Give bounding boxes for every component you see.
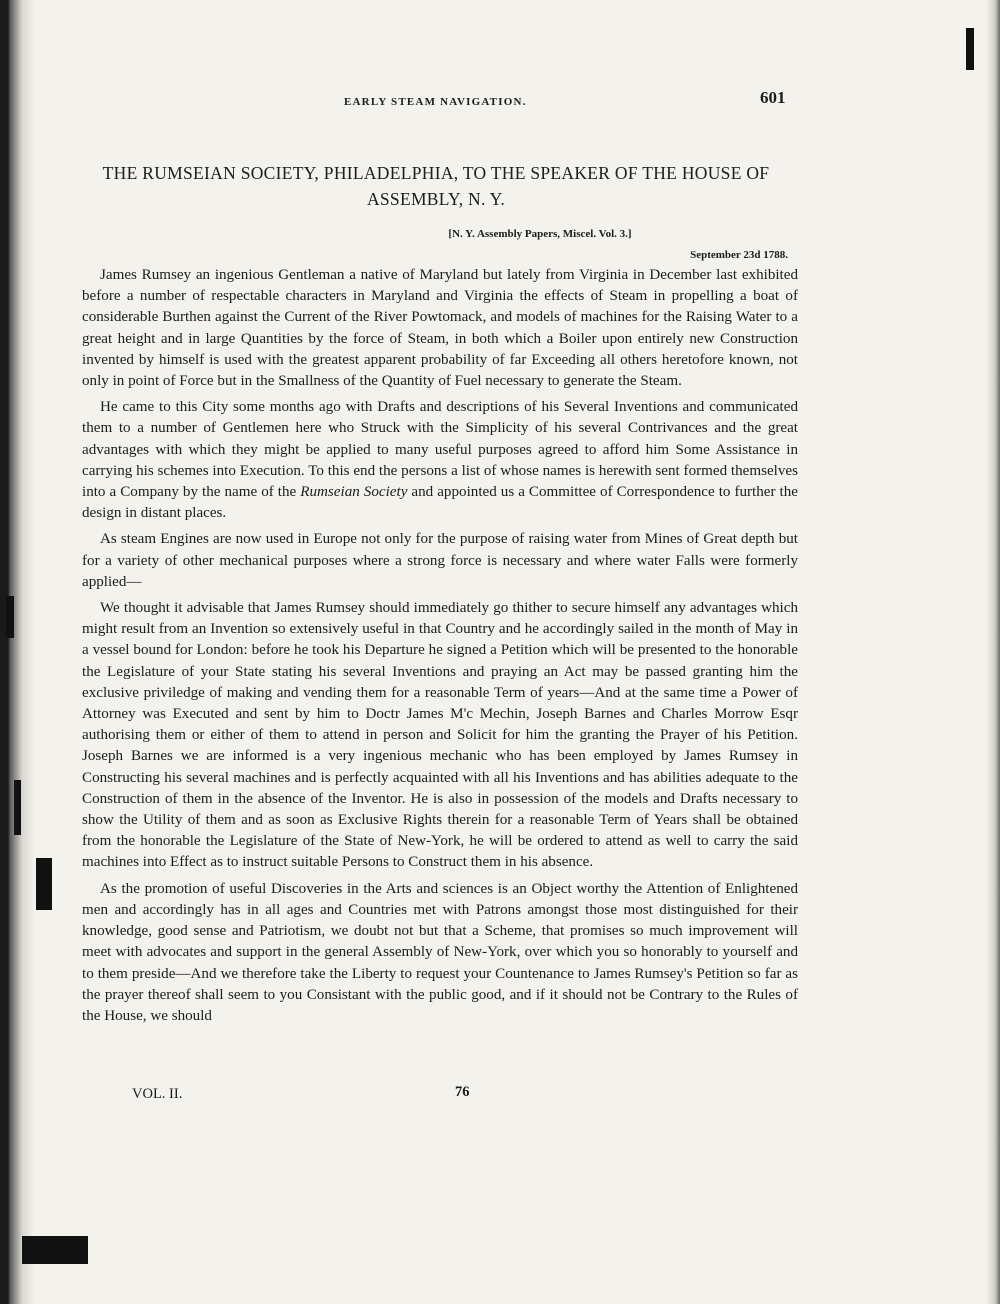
document-title: THE RUMSEIAN SOCIETY, PHILADELPHIA, TO THE SPEAKER OF THE HOUSE OF ASSEMBLY, N. Y.	[102, 163, 770, 209]
paragraph-1: James Rumsey an ingenious Gentleman a native of Maryland but lately from Virginia in December last exhibited before a number of respectable characters in Maryland and Virginia the effects of Steam in propelling a boat of considerable Burthen against the Current of the River Powtomack, and models of machines for the Raising Water to a great height and in large Quantities by the force of Steam, in both which a Boiler upon entirely new Construction invented by himself is used with the greatest apparent probability of far Exceeding all others heretofore known, not only in point of Force but in the Smallness of the Quantity of Fuel necessary to generate the Steam.	[82, 267, 798, 390]
scan-artifact	[14, 780, 21, 835]
letter-body	[82, 265, 798, 1032]
paragraph-3: As steam Engines are now used in Europe not only for the purpose of raising water from Mines of Great depth but for a variety of other mechanical purposes where a strong force is necessary and where water Falls were formerly applied—	[82, 531, 798, 590]
paragraph-2-text-a: He came to this City some months ago with Drafts and descriptions of his Several Inventions and communicated them to a number of Gentlemen here who Struck with the Simplicity of his several Contrivances and the great advantages with which they might be applied to many useful purposes agreed to afford him Some Assistance in carrying his schemes into Execution. To this end the persons a list of whose names is herewith sent formed themselves into a Company by the name of the	[82, 399, 798, 501]
page-number: 601	[760, 88, 786, 107]
letter-date: September 23d 1788.	[690, 249, 788, 261]
scan-artifact	[36, 858, 52, 910]
footer-signature-mark: 76	[455, 1084, 470, 1100]
scan-edge-left	[0, 0, 34, 1304]
scan-artifact	[966, 28, 974, 70]
scan-edge-right	[986, 0, 1000, 1304]
society-name: Rumseian Society	[300, 484, 408, 501]
paragraph-2-text-b: and appointed us a Committee of Correspondence to further the design in distant places.	[82, 484, 798, 522]
paragraph-2	[82, 397, 798, 524]
paragraph-4: We thought it advisable that James Rumsey should immediately go thither to secure himself any advantages which might result from an Invention so extensively useful in that Country and he accordingly sailed in the month of May in a vessel bound for London: before he took his Departure he signed a Petition which will be presented to the honorable the Legislature of your State stating his several Inventions and praying an Act may be passed granting him the exclusive priviledge of making and vending them for a reasonable Term of years—And at the same time a Power of Attorney was Executed and sent by him to Doctr James M'c Mechin, Joseph Barnes and Charles Morrow Esqr authorising them or either of them to attend in person and Solicit for him the granting the Prayer of his Petition. Joseph Barnes we are informed is a very ingenious mechanic who has been employed by James Rumsey in Constructing his several machines and is perfectly acquainted with all his Inventions and has abilities adequate to the Construction of them in the absence of the Inventor. He is also in possession of the models and Drafts necessary to show the Utility of them and as soon as Exclusive Rights therein for a reasonable Term of Years shall be obtained from the honorable the Legislature of the State of New-York, he will be ordered to attend as well to carry the said machines into Effect as to instruct suitable Persons to Construct them in his absence.	[82, 600, 798, 871]
scan-artifact	[22, 1236, 88, 1264]
footer-volume: VOL. II.	[132, 1086, 183, 1102]
paragraph-5: As the promotion of useful Discoveries in the Arts and sciences is an Object worthy the Attention of Enlightened men and accordingly has in all ages and Countries met with Patrons amongst those most distinguished for their knowledge, good sense and Patriotism, we doubt not but that a Scheme, that promises so much improvement will meet with advocates and support in the general Assembly of New-York, over which you so honorably to yourself and to them preside—And we therefore take the Liberty to request your Countenance to James Rumsey's Petition so far as the prayer thereof shall seem to you Consistant with the public good, and if it should not be Contrary to the Rules of the House, we should	[82, 880, 798, 1024]
source-citation: [N. Y. Assembly Papers, Miscel. Vol. 3.]	[448, 228, 632, 240]
scan-artifact	[6, 596, 14, 638]
running-head: EARLY STEAM NAVIGATION.	[344, 96, 527, 108]
